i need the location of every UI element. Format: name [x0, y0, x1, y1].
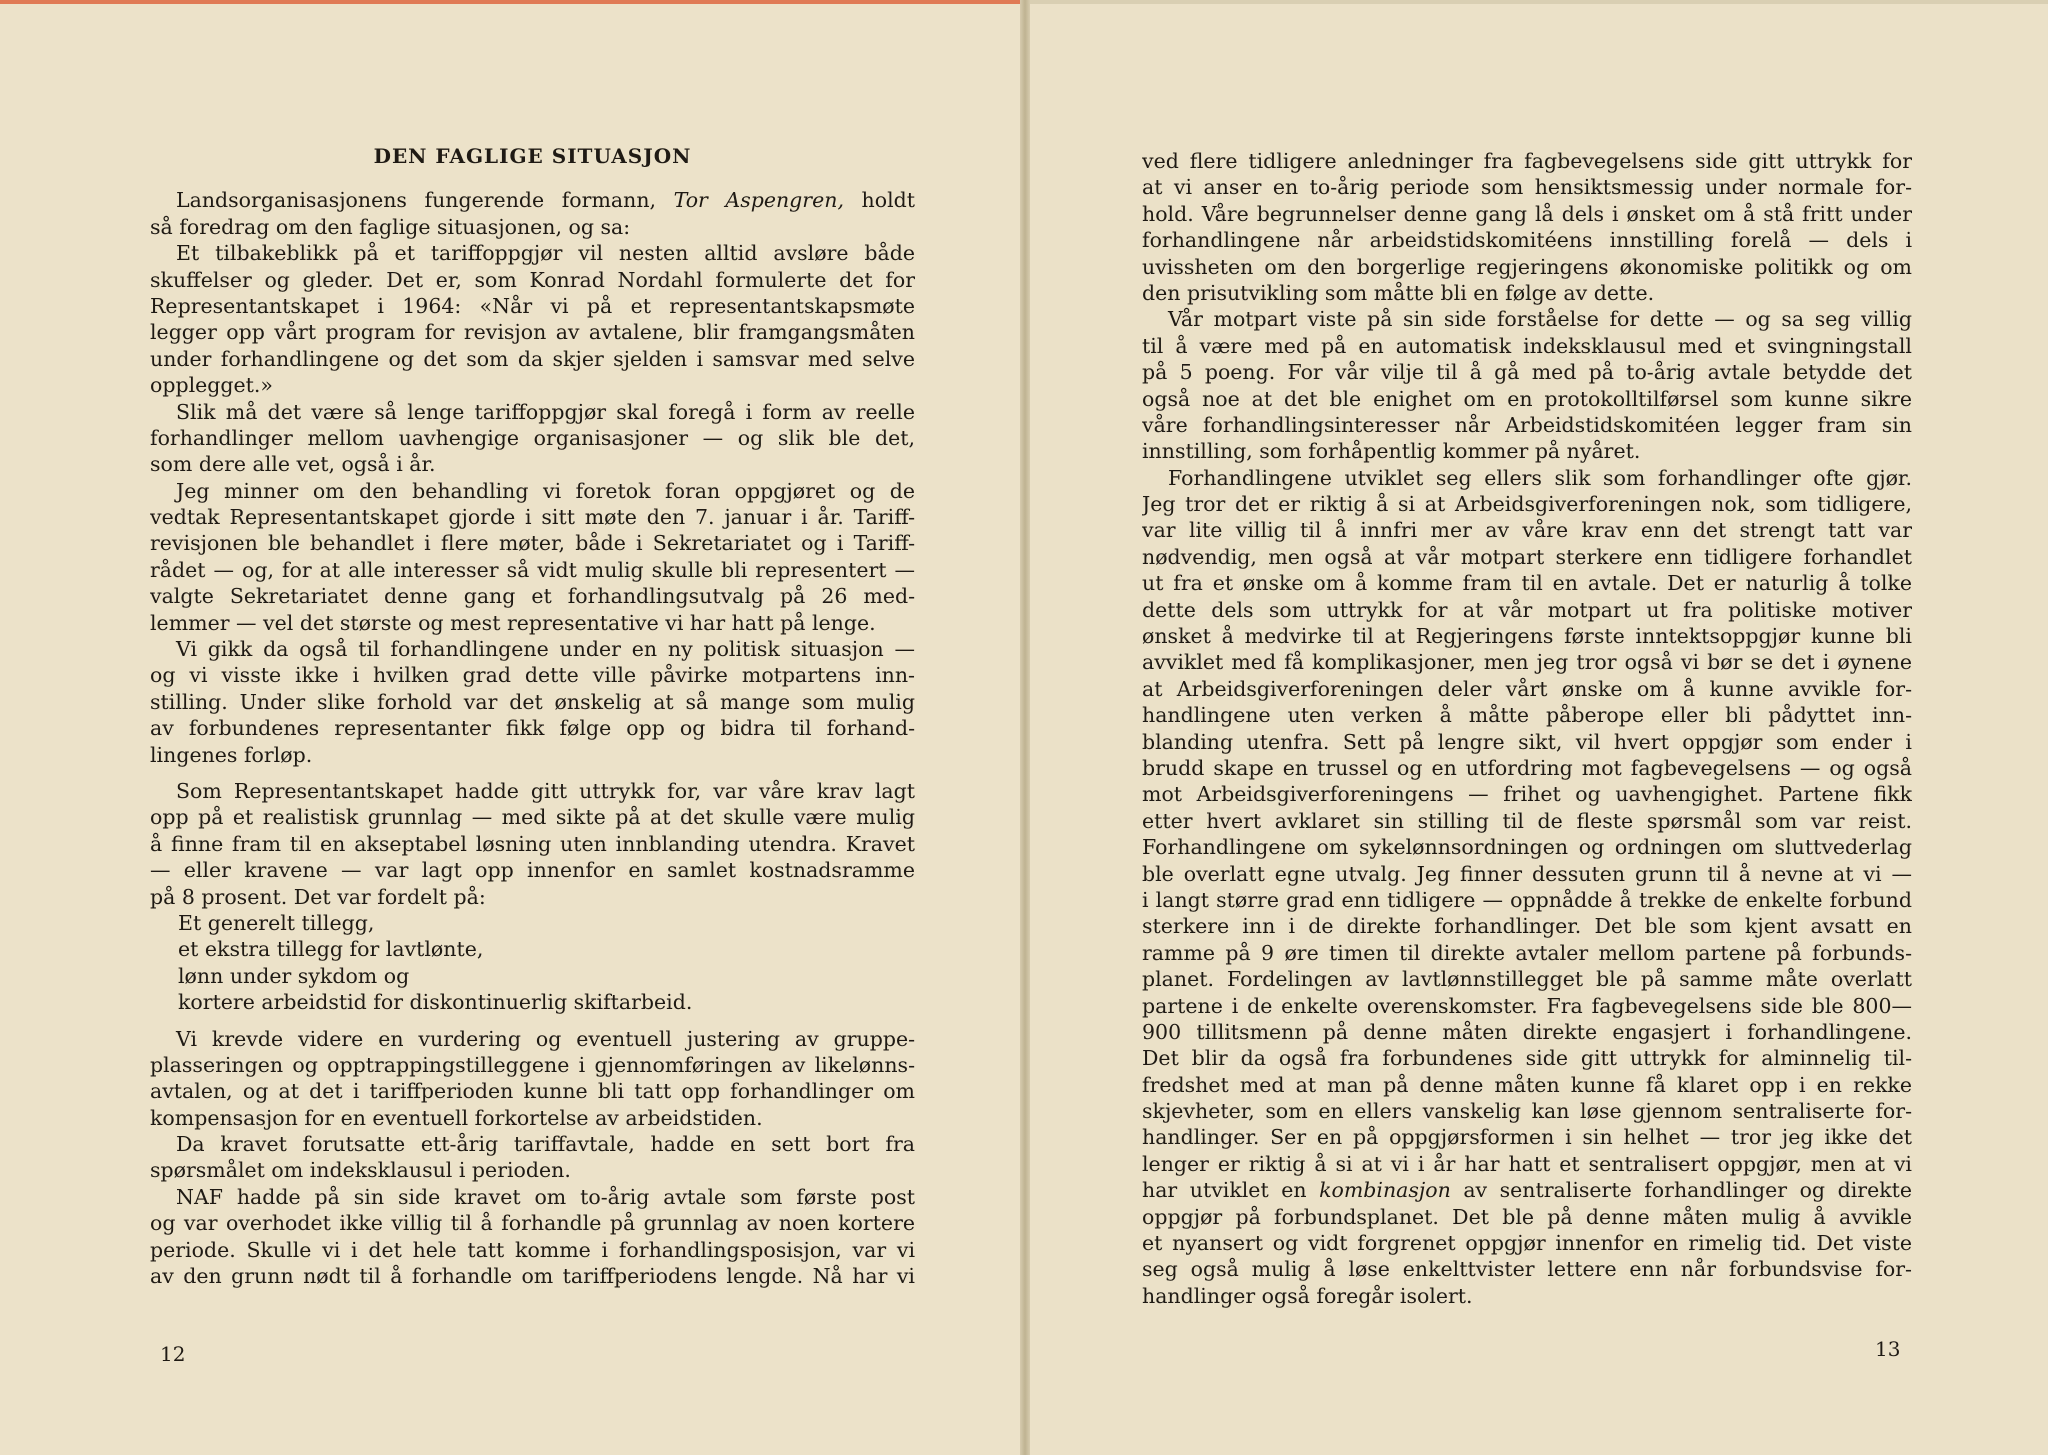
- text-line: periode. Skulle vi i det hele tatt komme i forhandlingsposisjon, var vi: [150, 1237, 915, 1262]
- page-number-right: 13: [1875, 1337, 1901, 1361]
- text-line: Det blir da også fra forbundenes side gitt uttrykk for alminnelig til-: [1142, 1046, 1912, 1071]
- text-line: under forhandlingene og det som da skjer sjelden i samsvar med selve: [150, 346, 915, 371]
- text-line: lenger er riktig å si at vi i år har hatt et sentralisert oppgjør, men at vi: [1142, 1151, 1912, 1176]
- text-line: av den grunn nødt til å forhandle om tariffperiodens lengde. Nå har vi: [150, 1264, 915, 1289]
- text-line: planet. Fordelingen av lavtlønnstillegget ble på samme måte overlatt: [1142, 967, 1912, 992]
- text-line: handlinger også foregår isolert.: [1142, 1283, 1473, 1308]
- text-line: som dere alle vet, også i år.: [150, 452, 436, 477]
- text-line: på 8 prosent. Det var fordelt på:: [150, 884, 486, 909]
- text-line: etter hvert avklaret sin stilling til de fleste spørsmål som var reist.: [1142, 808, 1912, 833]
- text-line: den prisutvikling som måtte bli en følge av dette.: [1142, 280, 1655, 305]
- paragraph: [150, 478, 915, 636]
- text-line: av forbundenes representanter fikk følge opp og bidra til forhand-: [150, 716, 915, 741]
- text-line: at Arbeidsgiverforeningen deler vårt ønske om å kunne avvikle for-: [1142, 676, 1912, 701]
- text-line: rådet — og, for at alle interesser så vidt mulig skulle bli representert —: [150, 557, 915, 582]
- text-line: plasseringen og opptrappingstilleggene i gjennomføringen av likelønns-: [150, 1052, 915, 1077]
- text-line: mot Arbeidsgiverforeningens — frihet og uavhengighet. Partene fikk: [1142, 782, 1912, 807]
- list-item: lønn under sykdom og: [178, 963, 410, 988]
- text-line: Vår motpart viste på sin side forståelse for dette — og sa seg villig: [1168, 307, 1912, 332]
- paragraph: [1142, 1204, 1912, 1310]
- text-line: opplegget.»: [150, 373, 273, 398]
- text-line: valgte Sekretariatet denne gang et forhandlingsutvalg på 26 med-: [150, 584, 915, 609]
- paragraph: [150, 399, 915, 478]
- text-line: stilling. Under slike forhold var det ønskelig at så mange som mulig: [150, 689, 915, 714]
- text-line: 900 tillitsmenn på denne måten direkte engasjert i forhandlingene.: [1142, 1019, 1912, 1044]
- text-line: Representantskapet i 1964: «Når vi på et representantskapsmøte: [150, 293, 915, 318]
- text-line: og var overhodet ikke villig til å forhandle på grunnlag av noen kortere: [150, 1211, 915, 1236]
- paragraph: [150, 778, 915, 910]
- list-item: Et generelt tillegg,: [178, 910, 375, 935]
- text-line: forhandlingene når arbeidstidskomitéens innstilling forelå — dels i: [1142, 228, 1912, 253]
- text-line: på 5 poeng. For vår vilje til å gå med på to-årig avtale betydde det: [1142, 360, 1912, 385]
- text-line: Landsorganisasjonens fungerende formann, Tor Aspengren, holdt: [176, 188, 915, 213]
- text-line: Forhandlingene om sykelønnsordningen og ordningen om sluttvederlag: [1142, 835, 1912, 860]
- text-line: handlinger. Ser en på oppgjørsformen i sin helhet — tror jeg ikke det: [1142, 1125, 1912, 1150]
- text-line: fredshet med at man på denne måten kunne få klaret opp i en rekke: [1142, 1072, 1912, 1097]
- text-line: nødvendig, men også at vår motpart sterkere enn tidligere forhandlet: [1142, 544, 1912, 569]
- text-line: skjevheter, som en ellers vanskelig kan løse gjennom sentraliserte for-: [1142, 1099, 1912, 1124]
- text-line: vedtak Representantskapet gjorde i sitt møte den 7. januar i år. Tariff-: [150, 505, 915, 530]
- text-line: var lite villig til å innfri mer av våre krav enn det strengt tatt var: [1142, 518, 1912, 543]
- text-line: ved flere tidligere anledninger fra fagbevegelsens side gitt uttrykk for: [1142, 149, 1912, 173]
- text-line: ønsket å medvirke til at Regjeringens første inntektsoppgjør kunne bli: [1142, 624, 1912, 649]
- text-line: — eller kravene — var lagt opp innenfor en samlet kostnadsramme: [150, 858, 915, 883]
- text-line: Slik må det være så lenge tariffoppgjør skal foregå i form av reelle: [176, 399, 915, 424]
- text-line: partene i de enkelte overenskomster. Fra fagbevegelsens side ble 800—: [1142, 993, 1912, 1018]
- text-line: at vi anser en to-årig periode som hensiktsmessig under normale for-: [1142, 175, 1912, 200]
- paragraph-intro: [150, 187, 915, 240]
- text-line: Forhandlingene utviklet seg ellers slik som forhandlinger ofte gjør.: [1168, 465, 1912, 490]
- text-line: i langt større grad enn tidligere — oppnådde å trekke de enkelte forbund: [1142, 887, 1912, 912]
- text-line: til å være med på en automatisk indeksklausul med et svingningstall: [1142, 333, 1912, 358]
- paragraph: [150, 636, 915, 768]
- paragraph: [150, 1026, 915, 1132]
- text-line: lingenes forløp.: [150, 742, 313, 767]
- text-line: Vi krevde videre en vurdering og eventuell justering av gruppe-: [176, 1026, 915, 1051]
- text-line-italic: har utviklet en kombinasjon av sentraliserte forhandlinger og direkte: [1142, 1178, 1912, 1203]
- text-line: Jeg minner om den behandling vi foretok foran oppgjøret og de: [176, 478, 915, 503]
- list-item: et ekstra tillegg for lavtlønte,: [178, 937, 484, 962]
- text-line: så foredrag om den faglige situasjonen, og sa:: [150, 214, 631, 239]
- text-line: ble overlatt egne utvalg. Jeg finner dessuten grunn til å nevne at vi —: [1142, 861, 1912, 886]
- text-line: dette dels som uttrykk for at vår motpart ut fra politiske motiver: [1142, 597, 1912, 622]
- right-page-text: [1142, 148, 1912, 1309]
- text-line: hold. Våre begrunnelser denne gang lå dels i ønsket om å stå fritt under: [1142, 201, 1912, 226]
- text-line: lemmer — vel det største og mest representative vi har hatt på lenge.: [150, 610, 876, 635]
- text-line: blanding utenfra. Sett på lengre sikt, vil hvert oppgjør som ender i: [1142, 729, 1912, 754]
- text-line: NAF hadde på sin side kravet om to-årig avtale som første post: [176, 1184, 915, 1209]
- left-page-text: [150, 143, 915, 1289]
- text-line: innstilling, som forhåpentlig kommer på nyåret.: [1142, 439, 1641, 464]
- text-line: seg også mulig å løse enkelttvister lettere enn når forbundsvise for-: [1142, 1257, 1912, 1282]
- text-line: kompensasjon for en eventuell forkortelse av arbeidstiden.: [150, 1105, 763, 1130]
- paragraph: [150, 1184, 915, 1290]
- text-line: oppgjør på forbundsplanet. Det ble på denne måten mulig å avvikle: [1142, 1204, 1912, 1229]
- text-line: Et tilbakeblikk på et tariffoppgjør vil nesten alltid avsløre både: [176, 241, 915, 266]
- text-line: spørsmålet om indeksklausul i perioden.: [150, 1158, 571, 1183]
- paragraph: [150, 1131, 915, 1184]
- text-line: et nyansert og vidt forgrenet oppgjør innenfor en rimelig tid. Det viste: [1142, 1231, 1912, 1256]
- text-line: avviklet med få komplikasjoner, men jeg tror også vi bør se det i øynene: [1142, 650, 1912, 675]
- text-line: avtalen, og at det i tariffperioden kunne bli tatt opp forhandlinger om: [150, 1079, 915, 1104]
- text-line: handlingene uten verken å måtte påberope eller bli pådyttet inn-: [1142, 703, 1912, 728]
- text-line: Vi gikk da også til forhandlingene under en ny politisk situasjon —: [176, 637, 915, 662]
- text-line: uvissheten om den borgerlige regjeringens økonomiske politikk og om: [1142, 254, 1912, 279]
- paragraph: [1142, 306, 1912, 464]
- text-line: våre forhandlingsinteresser når Arbeidstidskomitéen legger fram sin: [1142, 412, 1912, 437]
- text-line: Da kravet forutsatte ett-årig tariffavtale, hadde en sett bort fra: [176, 1132, 915, 1157]
- text-line: å finne fram til en akseptabel løsning uten innblanding utendra. Kravet: [150, 831, 915, 856]
- text-line: brudd skape en trussel og en utfordring mot fagbevegelsens — og også: [1142, 755, 1912, 780]
- paragraph: [1142, 465, 1912, 1178]
- demand-list: [150, 910, 915, 1016]
- text-line: ut fra et ønske om å komme fram til en avtale. Det er naturlig å tolke: [1142, 571, 1912, 596]
- text-line: og vi visste ikke i hvilken grad dette ville påvirke motpartens inn-: [150, 663, 915, 688]
- text-line: forhandlinger mellom uavhengige organisasjoner — og slik ble det,: [150, 425, 915, 450]
- list-item: kortere arbeidstid for diskontinuerlig skiftarbeid.: [178, 990, 693, 1015]
- paragraph: [150, 240, 915, 398]
- paragraph: [1142, 148, 1912, 306]
- text-line: Som Representantskapet hadde gitt uttrykk for, var våre krav lagt: [176, 779, 915, 803]
- text-line: opp på et realistisk grunnlag — med sikte på at det skulle være mulig: [150, 805, 915, 830]
- text-line: sterkere inn i de direkte forhandlinger. Det ble som kjent avsatt en: [1142, 914, 1912, 939]
- text-line: skuffelser og gleder. Det er, som Konrad Nordahl formulerte det for: [150, 267, 915, 292]
- book-gutter: [1020, 0, 1030, 1455]
- section-title: DEN FAGLIGE SITUASJON: [373, 144, 692, 168]
- text-line: Jeg tror det er riktig å si at Arbeidsgiverforeningen nok, som tidligere,: [1142, 492, 1912, 517]
- text-line: også noe at det ble enighet om en protokolltilførsel som kunne sikre: [1142, 386, 1912, 411]
- page-number-left: 12: [160, 1342, 186, 1366]
- text-line: ramme på 9 øre timen til direkte avtaler mellom partene på forbunds-: [1142, 940, 1912, 965]
- text-line: revisjonen ble behandlet i flere møter, både i Sekretariatet og i Tariff-: [150, 531, 915, 556]
- text-line: legger opp vårt program for revisjon av avtalene, blir framgangsmåten: [150, 320, 915, 345]
